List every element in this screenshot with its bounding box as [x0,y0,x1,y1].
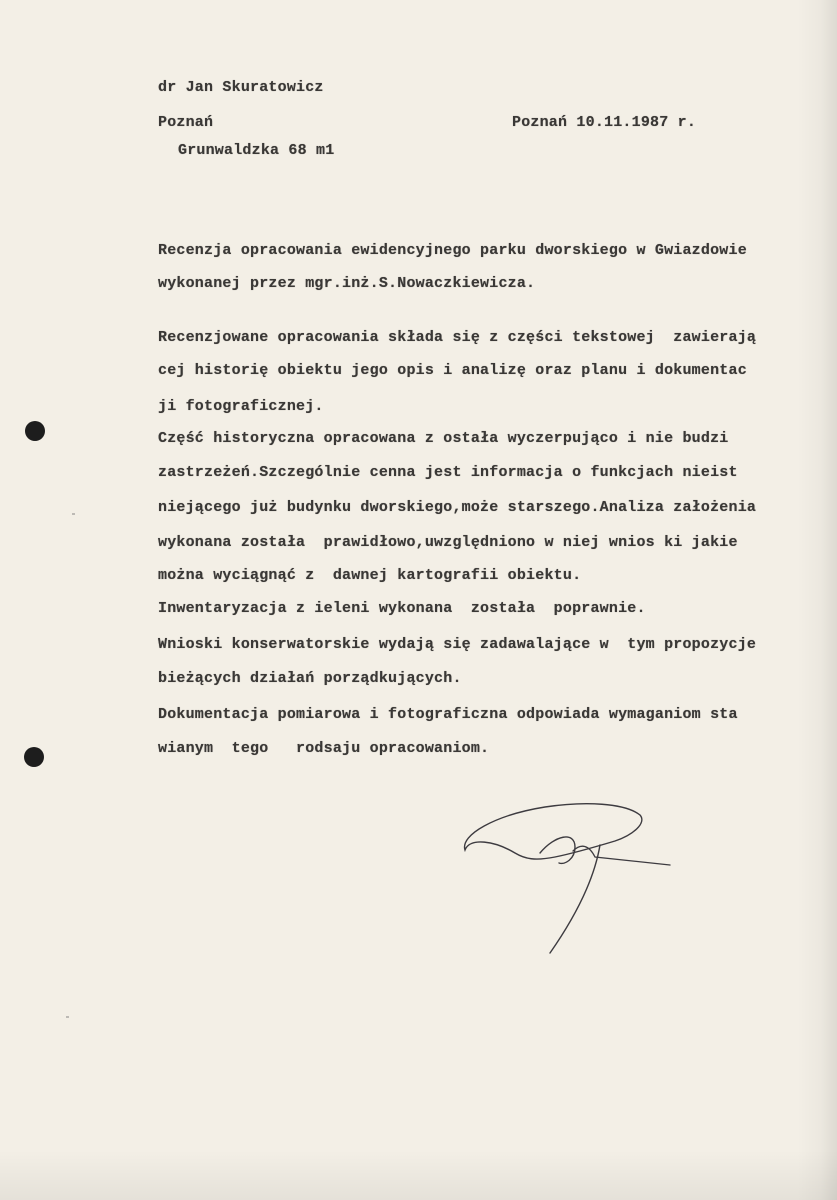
body-line: Recenzjowane opracowania składa się z części tekstowej zawierają [158,329,757,346]
body-line: można wyciągnąć z dawnej kartografii obiektu. [158,567,582,584]
body-line: Inwentaryzacja z ieleni wykonana została poprawnie. [158,600,646,617]
paper-speck [66,1016,69,1018]
body-line: bieżących działań porządkujących. [158,670,462,687]
body-line: niejącego już budynku dworskiego,może starszego.Analiza założenia [158,499,757,516]
subject-line: Recenzja opracowania ewidencyjnego parku dworskiego w Gwiazdowie [158,242,747,259]
handwritten-signature [455,795,685,960]
sender-name: dr Jan Skuratowicz [158,79,324,96]
body-line: zastrzeżeń.Szczególnie cenna jest informacja o funkcjach nieist [158,464,738,481]
sender-city: Poznań [158,114,214,131]
page-edge-shadow [797,0,837,1200]
punch-hole-bottom [24,747,44,767]
body-line: Część historyczna opracowana z ostała wyczerpująco i nie budzi [158,430,729,447]
sender-street: Grunwaldzka 68 m1 [178,142,335,159]
body-line: Wnioski konserwatorskie wydają się zadawalające w tym propozycje [158,636,757,653]
body-line: cej historię obiektu jego opis i analizę oraz planu i dokumentac [158,362,747,379]
page-bottom-shadow [0,1150,837,1200]
body-line: Dokumentacja pomiarowa i fotograficzna odpowiada wymaganiom sta [158,706,738,723]
paper-speck [72,513,75,515]
body-line: wykonana została prawidłowo,uwzględniono w niej wnios ki jakie [158,534,738,551]
date-line: Poznań 10.11.1987 r. [512,114,697,131]
punch-hole-top [25,421,45,441]
subject-line: wykonanej przez mgr.inż.S.Nowaczkiewicza. [158,275,536,292]
body-line: ji fotograficznej. [158,398,324,415]
body-line: wianym tego rodsaju opracowaniom. [158,740,490,757]
